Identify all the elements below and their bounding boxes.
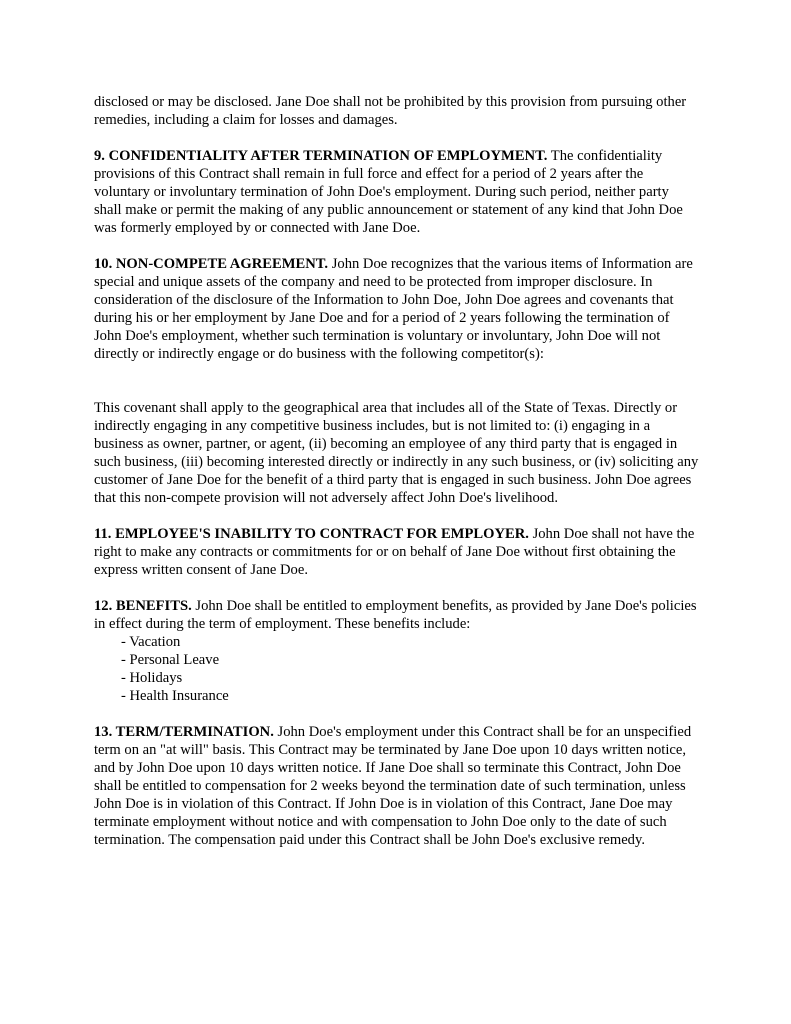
paragraph-spacer <box>94 705 700 723</box>
benefits-list <box>94 633 700 705</box>
benefits-list-item: - Health Insurance <box>121 688 229 704</box>
section-13-paragraph <box>94 723 700 849</box>
section-9-heading: 9. CONFIDENTIALITY AFTER TERMINATION OF EMPLOYMENT. <box>94 148 548 164</box>
paragraph-spacer <box>94 507 700 525</box>
intro-paragraph: disclosed or may be disclosed. Jane Doe shall not be prohibited by this provision from pursuing other remedies, including a claim for losses and damages. <box>94 94 687 128</box>
section-9-paragraph <box>94 147 700 237</box>
paragraph-spacer <box>94 579 700 597</box>
section-12-paragraph <box>94 597 700 633</box>
section-9-body: The confidentiality provisions of this Contract shall remain in full force and effect for a period of 2 years after the voluntary or involuntary termination of John Doe's employment. During such period, neither party shall make or permit the making of any public announcement or statement of any kind that John Doe was formerly employed by or connected with Jane Doe. <box>94 148 683 236</box>
section-12-body: John Doe shall be entitled to employment benefits, as provided by Jane Doe's policies in effect during the term of employment. These benefits include: <box>94 598 697 632</box>
benefits-list-item: - Vacation <box>121 634 181 650</box>
section-10-body: John Doe recognizes that the various items of Information are special and unique assets of the company and need to be protected from improper disclosure. In consideration of the disclosure of the Information to John Doe, John Doe agrees and covenants that during his or her employment by Jane Doe and for a period of 2 years following the termination of John Doe's employment, whether such termination is voluntary or involuntary, John Doe will not directly or indirectly engage or do business with the following competitor(s): <box>94 256 693 362</box>
section-10-heading: 10. NON-COMPETE AGREEMENT. <box>94 256 329 272</box>
section-12-heading: 12. BENEFITS. <box>94 598 192 614</box>
section-13-body: John Doe's employment under this Contract shall be for an unspecified term on an "at will" basis. This Contract may be terminated by Jane Doe upon 10 days written notice, and by John Doe upon 10 days written notice. If Jane Doe shall so terminate this Contract, John Doe shall be entitled to compensation for 2 weeks beyond the termination date of such termination, unless John Doe is in violation of this Contract. If John Doe is in violation of this Contract, Jane Doe may terminate employment without notice and with compensation to John Doe only to the date of such termination. The compensation paid under this Contract shall be John Doe's exclusive remedy. <box>94 724 692 848</box>
competitor-list-blank <box>94 363 700 399</box>
paragraph-spacer <box>94 237 700 255</box>
section-10-covenant-paragraph: This covenant shall apply to the geographical area that includes all of the State of Texas. Directly or indirectly engaging in any competitive business includes, but is not limited to: (i) engaging in a business as owner, partner, or agent, (ii) becoming an employee of any third party that is engaged in such business, (iii) becoming interested directly or indirectly in any such business, or (iv) soliciting any customer of Jane Doe for the benefit of a third party that is engaged in such business. John Doe agrees that this non-compete provision will not adversely affect John Doe's livelihood. <box>94 400 699 506</box>
benefits-list-item: - Holidays <box>121 670 183 686</box>
benefits-list-item: - Personal Leave <box>121 652 220 668</box>
section-13-heading: 13. TERM/TERMINATION. <box>94 724 274 740</box>
document-page <box>94 93 700 849</box>
section-11-paragraph <box>94 525 700 579</box>
section-11-body: John Doe shall not have the right to make any contracts or commitments for or on behalf of Jane Doe without first obtaining the express written consent of Jane Doe. <box>94 526 695 578</box>
section-10-paragraph <box>94 255 700 363</box>
paragraph-spacer <box>94 129 700 147</box>
section-11-heading: 11. EMPLOYEE'S INABILITY TO CONTRACT FOR EMPLOYER. <box>94 526 529 542</box>
